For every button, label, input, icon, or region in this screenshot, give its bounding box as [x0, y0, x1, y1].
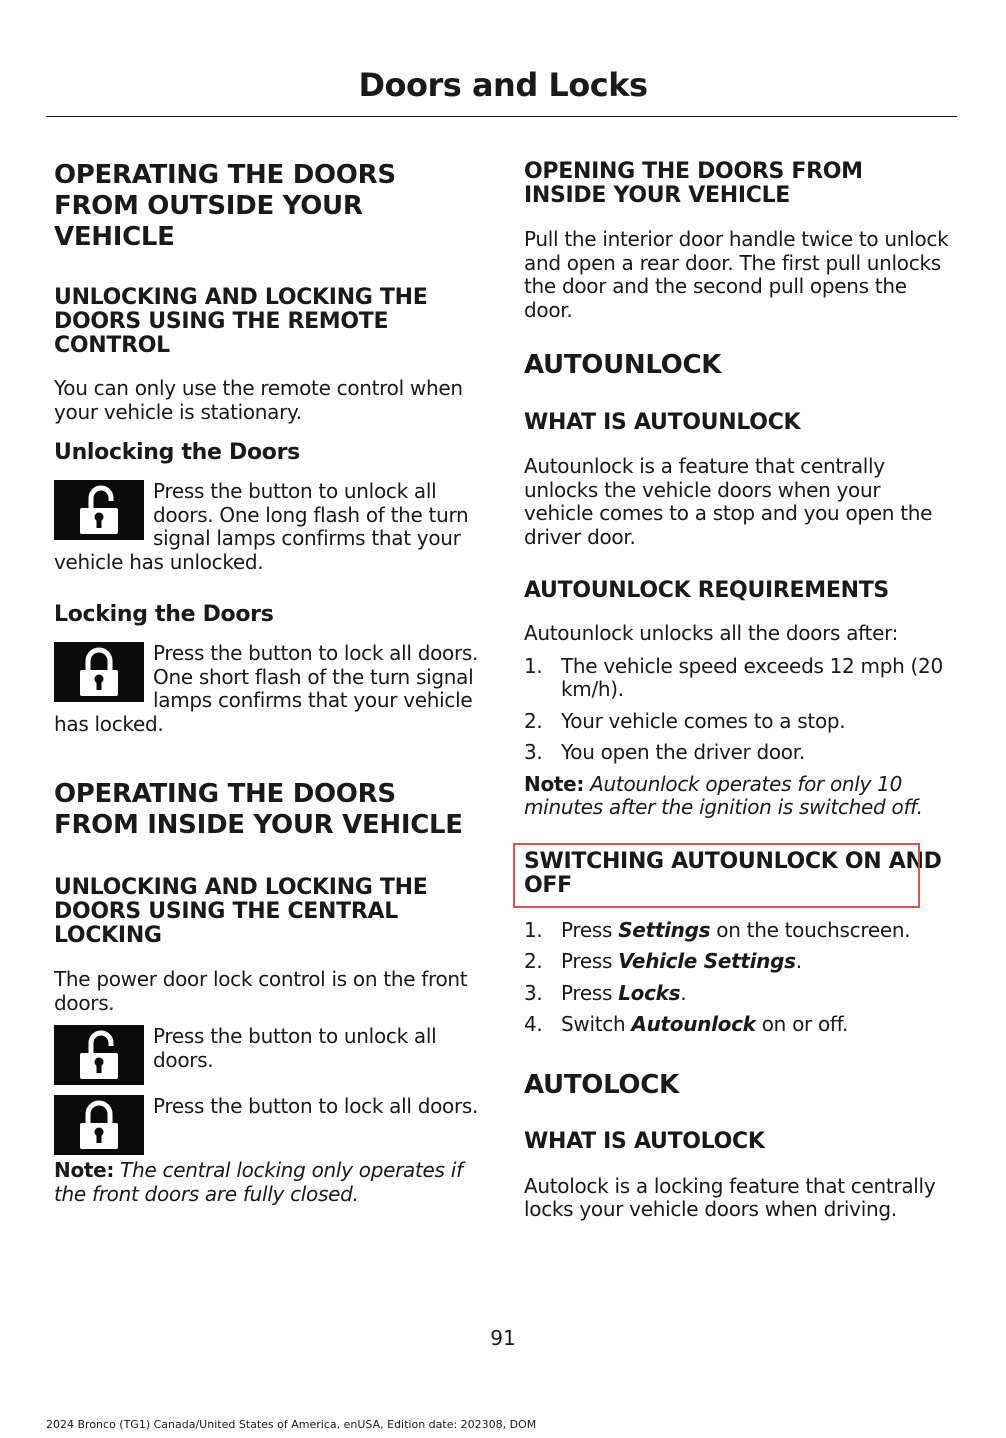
lock-instruction	[54, 642, 482, 736]
requirements-list	[524, 655, 952, 765]
remote-control-text: You can only use the remote control when your vehicle is stationary.	[54, 376, 463, 424]
note-label: Note:	[54, 1158, 115, 1182]
autolock-description: Autolock is a locking feature that centrally locks your vehicle doors when driving.	[524, 1173, 936, 1221]
header-rule	[46, 116, 957, 117]
heading-opening-doors: OPENING THE DOORS FROM INSIDE YOUR VEHICLE	[524, 159, 863, 208]
footer-edition-info: 2024 Bronco (TG1) Canada/United States of America, enUSA, Edition date: 202308, DOM	[46, 1418, 537, 1431]
unlocked-padlock-icon	[54, 480, 144, 540]
central-unlock-instruction	[54, 1025, 482, 1087]
heading-switching-autounlock: SWITCHING AUTOUNLOCK ON AND OFF	[524, 848, 942, 898]
note-text: The central locking only operates if the front doors are fully closed.	[54, 1158, 463, 1206]
page-number: 91	[490, 1326, 516, 1350]
list-item: 1. Press Settings on the touchscreen.	[524, 917, 911, 942]
unlocked-padlock-icon	[54, 1025, 144, 1085]
heading-unlocking-doors: Unlocking the Doors	[54, 440, 300, 465]
unlock-text: Press the button to unlock all doors. One long flash of the turn signal lamps confirms that your vehicle has unlocked.	[54, 479, 469, 574]
list-item: 2. Press Vehicle Settings.	[524, 949, 802, 973]
heading-what-is-autounlock: WHAT IS AUTOUNLOCK	[524, 410, 801, 435]
locked-padlock-icon	[54, 642, 144, 702]
heading-autounlock-requirements: AUTOUNLOCK REQUIREMENTS	[524, 578, 889, 603]
heading-autolock: AUTOLOCK	[524, 1069, 679, 1100]
autounlock-description: Autounlock is a feature that centrally unlocks the vehicle doors when your vehicle comes to a stop and you open the driver door.	[524, 454, 933, 549]
central-locking-text: The power door lock control is on the front doors.	[54, 967, 468, 1015]
right-column	[524, 160, 952, 1222]
autounlock-note	[524, 773, 952, 820]
heading-remote-control: UNLOCKING AND LOCKING THE DOORS USING THE REMOTE CONTROL	[54, 285, 428, 358]
unlock-instruction	[54, 480, 482, 574]
opening-doors-text: Pull the interior door handle twice to unlock and open a rear door. The first pull unlocks the door and the second pull opens the door.	[524, 227, 949, 322]
requirements-intro: Autounlock unlocks all the doors after:	[524, 621, 899, 645]
heading-autounlock: AUTOUNLOCK	[524, 350, 722, 380]
left-column	[54, 160, 482, 1206]
switching-steps-list	[524, 919, 952, 1037]
heading-operating-inside: OPERATING THE DOORS FROM INSIDE YOUR VEHICLE	[54, 779, 463, 840]
list-item: 3. Press Locks.	[524, 980, 687, 1005]
central-lock-instruction	[54, 1095, 482, 1157]
note-label: Note:	[524, 771, 585, 796]
list-item: 3. You open the driver door.	[524, 740, 805, 764]
central-unlock-text: Press the button to unlock all doors.	[153, 1024, 437, 1072]
heading-locking-doors: Locking the Doors	[54, 602, 274, 627]
list-item: 2. Your vehicle comes to a stop.	[524, 708, 846, 733]
central-lock-text: Press the button to lock all doors.	[153, 1094, 479, 1118]
heading-operating-outside: OPERATING THE DOORS FROM OUTSIDE YOUR VEHICLE	[54, 160, 396, 252]
highlight-box	[513, 843, 920, 908]
heading-what-is-autolock: WHAT IS AUTOLOCK	[524, 1128, 765, 1154]
list-item: 4. Switch Autounlock on or off.	[524, 1012, 849, 1036]
central-locking-note	[54, 1159, 482, 1206]
lock-text: Press the button to lock all doors. One short flash of the turn signal lamps confirms that your vehicle has locked.	[54, 641, 479, 736]
page-title: Doors and Locks	[358, 66, 648, 104]
heading-central-locking: UNLOCKING AND LOCKING THE DOORS USING THE CENTRAL LOCKING	[54, 875, 428, 948]
list-item: 1. The vehicle speed exceeds 12 mph (20 km/h).	[524, 653, 943, 701]
note-text: Autounlock operates for only 10 minutes after the ignition is switched off.	[524, 771, 923, 819]
locked-padlock-icon	[54, 1095, 144, 1155]
